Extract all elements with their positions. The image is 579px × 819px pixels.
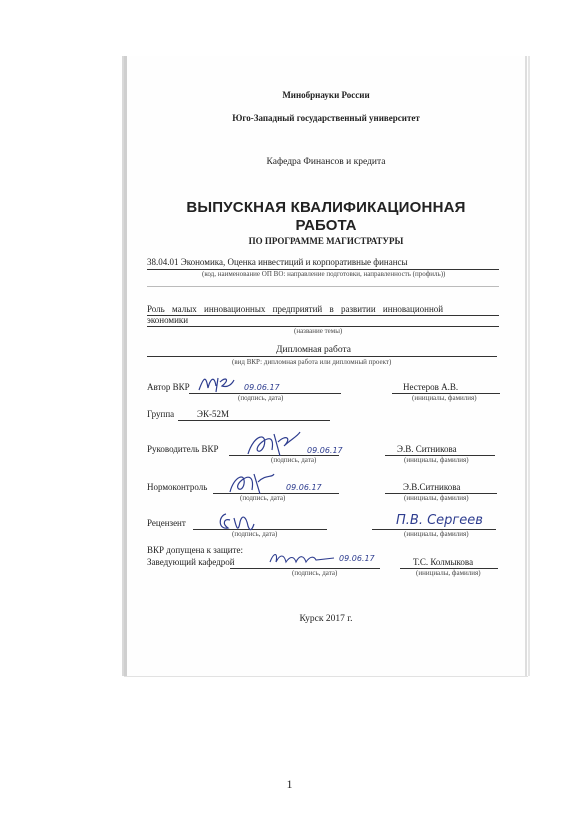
admission-label: ВКР допущена к защите: [147,545,243,555]
program-caption: (код, наименование ОП ВО: направление подготовки, направленность (профиль)) [202,270,446,278]
supervisor-sig-caption: (подпись, дата) [271,456,317,464]
topic-line1: Роль малых инновационных предприятий в развитии инновационной [147,304,444,314]
topic-underline [147,315,499,316]
page-number: 1 [286,777,293,791]
normcontrol-date: 09.06.17 [286,483,322,492]
topic-caption: (название темы) [294,327,343,335]
program-value: 38.04.01 Экономика, Оценка инвестиций и корпоративные финансы [147,257,408,267]
supervisor-name-caption: (инициалы, фамилия) [404,456,469,464]
city-year: Курск 2017 г. [299,614,353,624]
reviewer-name: П.В. Сергеев [396,513,483,528]
doc-title-line1: ВЫПУСКНАЯ КВАЛИФИКАЦИОННАЯ [186,199,466,216]
topic-line2: экономики [147,315,189,325]
author-sig-caption: (подпись, дата) [238,394,284,402]
author-name-caption: (инициалы, фамилия) [412,394,477,402]
doc-subtitle: ПО ПРОГРАММЕ МАГИСТРАТУРЫ [248,236,404,246]
reviewer-label: Рецензент [147,518,186,528]
scan-edge [124,56,127,676]
head-name: Т.С. Колмыкова [413,557,474,567]
normcontrol-sig-caption: (подпись, дата) [240,494,286,502]
work-type-underline [147,356,497,357]
author-signature [196,372,236,396]
reviewer-name-caption: (инициалы, фамилия) [404,530,469,538]
department: Кафедра Финансов и кредита [266,157,386,167]
author-name: Нестеров А.В. [403,382,459,392]
doc-title-line2: РАБОТА [295,217,357,234]
head-signature [268,548,336,568]
scanned-page [124,56,528,676]
normcontrol-label: Нормоконтроль [147,482,208,492]
work-type-caption: (вид ВКР: дипломная работа или дипломный проект) [232,358,392,366]
normcontrol-name-caption: (инициалы, фамилия) [404,494,469,502]
supervisor-date: 09.06.17 [307,446,343,455]
author-label: Автор ВКР [147,382,190,392]
head-of-department-label: Заведующий кафедрой [147,557,235,567]
group-label: Группа [147,409,175,419]
program-extra-line [147,286,499,287]
head-date: 09.06.17 [339,554,375,563]
group-value: ЭК-52М [197,409,229,419]
group-underline [178,420,330,421]
university: Юго-Западный государственный университет [232,113,420,123]
work-type-value: Дипломная работа [276,345,351,355]
author-date: 09.06.17 [244,383,280,392]
supervisor-label: Руководитель ВКР [147,444,219,454]
reviewer-sig-caption: (подпись, дата) [232,530,278,538]
normcontrol-name: Э.В.Ситникова [403,482,461,492]
head-name-caption: (инициалы, фамилия) [416,569,481,577]
scan-edge [525,56,527,676]
supervisor-name: Э.В. Ситникова [397,444,457,454]
head-sig-caption: (подпись, дата) [292,569,338,577]
ministry: Минобрнауки России [282,90,370,100]
